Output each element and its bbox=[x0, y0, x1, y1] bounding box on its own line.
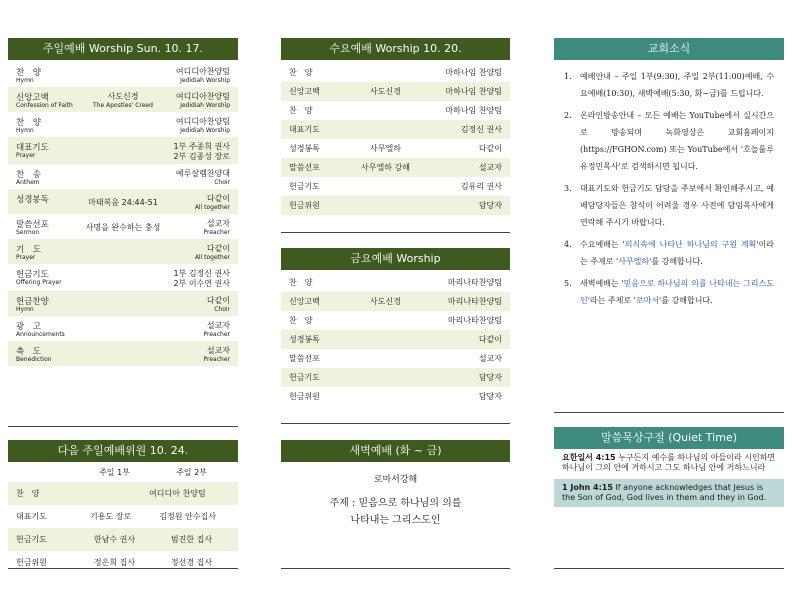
committee-row bbox=[8, 505, 238, 528]
news-text: '를 강해합니다. bbox=[649, 257, 703, 266]
news-title: 교회소식 bbox=[554, 38, 784, 60]
news-highlight: 믿음으로 하나님의 의를 나타내는 그리스도인 bbox=[580, 279, 774, 305]
service-item-leader-en: All together bbox=[194, 204, 230, 211]
service-item-leader: 설교자 bbox=[478, 163, 502, 172]
service-item-leader: 마리나타찬양팀 bbox=[447, 297, 502, 306]
quiet-time-english-ref: 1 John 4:15 bbox=[562, 483, 613, 492]
committee-2nd-service: 정선경 집사 bbox=[170, 558, 213, 567]
service-row bbox=[281, 273, 510, 292]
service-item-label-en: Hymn bbox=[16, 127, 34, 134]
service-item-leader: 설교자 bbox=[206, 219, 230, 228]
service-item-leader-en: Preacher bbox=[203, 331, 230, 338]
service-item-leader: 1부 주종희 권사 bbox=[173, 142, 230, 151]
quiet-time-english-text: If anyone acknowledges that Jesus is the Son of God, God lives in them and they in God. bbox=[562, 483, 767, 502]
service-item-leader-en: Preacher bbox=[203, 229, 230, 236]
news-highlight: 의식속에 나타난 하나님의 구원 계획 bbox=[624, 240, 757, 249]
service-item-leader-en: Choir bbox=[214, 306, 230, 313]
service-item-leader: 설교자 bbox=[206, 346, 230, 355]
service-item-label-en: Sermon bbox=[16, 229, 40, 236]
column-quiet-time bbox=[554, 427, 784, 507]
service-row bbox=[8, 137, 238, 164]
dawn-theme-line-2: 나타내는 그리스도인 bbox=[350, 515, 441, 526]
service-item-label: 신앙고백 bbox=[289, 87, 320, 96]
service-item-detail: 사무엘하 강해 bbox=[361, 163, 410, 172]
service-item-leader: 마리나타찬양팀 bbox=[447, 278, 502, 287]
column-friday bbox=[281, 248, 510, 406]
service-item-label: 신앙고백 bbox=[289, 297, 320, 306]
news-item-number: 2. bbox=[564, 111, 572, 120]
service-item-detail: 마태복음 24:44-51 bbox=[88, 198, 158, 207]
service-row bbox=[8, 341, 238, 366]
divider bbox=[554, 568, 784, 569]
column-dawn bbox=[281, 440, 510, 529]
news-text: '라는 주제로 ' bbox=[587, 296, 636, 305]
divider bbox=[8, 426, 238, 427]
service-item-label-en: Announcements bbox=[16, 331, 65, 338]
committee-role: 대표기도 bbox=[16, 512, 47, 521]
service-item-label-en: Confession of Faith bbox=[16, 102, 73, 109]
service-item-label: 찬 송 bbox=[16, 170, 41, 180]
service-item-leader: 김유리 권사 bbox=[460, 182, 502, 191]
committee-role: 찬 양 bbox=[16, 489, 40, 498]
service-item-leader: 담당자 bbox=[478, 373, 502, 382]
quiet-time-title: 말씀묵상구절 (Quiet Time) bbox=[554, 427, 784, 449]
service-row bbox=[8, 87, 238, 112]
news-text: 새벽예배는 ' bbox=[580, 279, 624, 288]
service-item-label: 말씀선포 bbox=[289, 163, 320, 172]
quiet-time-korean-text: 누구든지 예수를 하나님의 아들이라 시인하면 하나님이 그의 안에 거하시고 그도 하나님 안에 거하느니라 bbox=[562, 453, 776, 472]
service-row bbox=[8, 239, 238, 264]
service-item-label: 헌금위원 bbox=[289, 392, 320, 401]
divider bbox=[281, 423, 510, 424]
service-row bbox=[8, 264, 238, 291]
committee-row bbox=[8, 482, 238, 505]
news-item-number: 1. bbox=[564, 72, 572, 81]
news-item bbox=[564, 180, 774, 231]
service-item-leader: 1부 김정신 권사 bbox=[173, 269, 230, 278]
news-item-text bbox=[580, 275, 774, 309]
dawn-theme-line-1: 주제 : 믿음으로 하나님의 의를 bbox=[329, 498, 462, 509]
service-row bbox=[8, 291, 238, 316]
news-item-number: 3. bbox=[564, 184, 572, 193]
service-item-leader: 여디디아찬양팀 bbox=[175, 92, 230, 101]
service-row bbox=[281, 63, 510, 82]
service-item-label-en: Anthem bbox=[16, 179, 40, 186]
service-row bbox=[8, 214, 238, 239]
col-header-2nd: 주일 2부 bbox=[176, 467, 207, 477]
committee-1st-service: 한남수 권사 bbox=[93, 535, 136, 544]
service-item-label: 찬 양 bbox=[289, 278, 313, 287]
service-item-label: 헌금위원 bbox=[289, 201, 320, 210]
service-row bbox=[281, 330, 510, 349]
service-item-leader: 여디디아찬양팀 bbox=[175, 67, 230, 76]
service-item-label: 헌금찬양 bbox=[16, 297, 49, 307]
next-sunday-rows bbox=[8, 482, 238, 574]
news-item-number: 5. bbox=[564, 279, 572, 288]
committee-2nd-service: 범진한 집사 bbox=[170, 535, 213, 544]
service-item-label-en: Benediction bbox=[16, 356, 52, 363]
committee-2nd-service: 김정원 안수집사 bbox=[159, 512, 216, 521]
news-item-text bbox=[580, 68, 774, 102]
committee-role: 헌금위원 bbox=[16, 558, 47, 567]
service-item-label: 광 고 bbox=[16, 322, 41, 332]
service-item-label-en: Hymn bbox=[16, 77, 34, 84]
committee-row bbox=[8, 551, 238, 574]
service-row bbox=[8, 164, 238, 189]
committee-1st-service: 기용도 장로 bbox=[90, 512, 132, 521]
service-item-label-en: Hymn bbox=[16, 306, 34, 313]
news-item-text bbox=[580, 107, 774, 175]
service-item-label: 찬 양 bbox=[289, 106, 313, 115]
news-item bbox=[564, 107, 774, 175]
wednesday-rows bbox=[281, 60, 510, 215]
service-item-leader: 여디디아찬양팀 bbox=[175, 117, 230, 126]
sunday-order-of-service bbox=[8, 60, 238, 366]
service-item-leader: 마하나임 찬양팀 bbox=[445, 68, 502, 77]
service-item-label: 성경봉독 bbox=[289, 144, 320, 153]
service-item-label-en: Prayer bbox=[16, 152, 36, 159]
service-item-label: 헌금기도 bbox=[289, 373, 320, 382]
committee-role: 헌금기도 bbox=[16, 535, 47, 544]
column-sunday bbox=[8, 38, 238, 366]
service-item-label: 찬 양 bbox=[16, 118, 41, 128]
service-item-detail: 사도신경 bbox=[107, 92, 139, 101]
service-item-leader: 다같이 bbox=[206, 194, 230, 203]
service-item-label-en: Prayer bbox=[16, 254, 36, 261]
service-item-label: 말씀선포 bbox=[289, 354, 320, 363]
divider bbox=[554, 412, 784, 413]
service-row bbox=[8, 189, 238, 214]
news-text: 대표기도와 헌금기도 담당을 주보에서 확인해주시고, 예배담당자들은 참석이 어려울 경우 사전에 담임목사에게 연락해 주시기 바랍니다. bbox=[580, 184, 774, 227]
service-row bbox=[281, 120, 510, 139]
news-item bbox=[564, 236, 774, 270]
service-item-label: 찬 양 bbox=[289, 68, 313, 77]
service-item-label: 성경봉독 bbox=[16, 195, 49, 205]
news-item-text bbox=[580, 236, 774, 270]
column-next-sunday bbox=[8, 440, 238, 574]
service-item-leader: 마리나타찬양팀 bbox=[447, 316, 502, 325]
committee-2nd-service: 여디디아 찬양팀 bbox=[149, 489, 206, 498]
news-item-text bbox=[580, 180, 774, 231]
service-item-leader: 다같이 bbox=[206, 296, 230, 305]
service-row bbox=[281, 349, 510, 368]
service-row bbox=[281, 101, 510, 120]
dawn-subtitle: 로마서강해 bbox=[373, 475, 418, 485]
service-row bbox=[281, 158, 510, 177]
service-item-detail: 사도신경 bbox=[370, 297, 401, 306]
news-text: '를 강해합니다. bbox=[659, 296, 713, 305]
news-list bbox=[554, 60, 784, 309]
service-item-leader: 예루살렘찬양대 bbox=[175, 169, 230, 178]
service-item-leader: 담당자 bbox=[478, 392, 502, 401]
news-text: '이라는 주제로 ' bbox=[580, 240, 774, 266]
news-item bbox=[564, 68, 774, 102]
wednesday-worship-title: 수요예배 Worship 10. 20. bbox=[281, 38, 510, 60]
sunday-worship-title: 주일예배 Worship Sun. 10. 17. bbox=[8, 38, 238, 60]
service-row bbox=[281, 82, 510, 101]
service-item-leader: 마하나임 찬양팀 bbox=[445, 87, 502, 96]
news-text: 예배안내 – 주일 1부(9:30), 주일 2부(11:00)예배, 수요예배(10:30), 새벽예배(5:30, 화~금)를 드립니다. bbox=[580, 72, 774, 98]
service-row bbox=[281, 311, 510, 330]
service-item-label: 헌금기도 bbox=[16, 270, 49, 280]
next-sunday-title: 다음 주일예배위원 10. 24. bbox=[8, 440, 238, 462]
service-row bbox=[281, 139, 510, 158]
service-item-leader-en: Choir bbox=[214, 179, 230, 186]
next-sunday-col-headers bbox=[8, 462, 238, 482]
committee-1st-service: 정은희 집사 bbox=[93, 558, 136, 567]
service-item-label: 대표기도 bbox=[289, 125, 320, 134]
service-item-leader: 설교자 bbox=[206, 321, 230, 330]
service-row bbox=[281, 368, 510, 387]
service-item-label: 신앙고백 bbox=[16, 93, 49, 103]
service-row bbox=[281, 177, 510, 196]
quiet-time-korean bbox=[554, 449, 784, 479]
service-item-detail: 사무엘하 bbox=[370, 144, 401, 153]
committee-row bbox=[8, 528, 238, 551]
column-wednesday bbox=[281, 38, 510, 215]
news-item bbox=[564, 275, 774, 309]
service-item-leader-en: Preacher bbox=[203, 356, 230, 363]
service-item-label: 찬 양 bbox=[16, 68, 41, 78]
service-item-detail-en: The Apostles' Creed bbox=[93, 102, 153, 109]
service-item-leader: 다같이 bbox=[478, 144, 502, 153]
col-header-1st: 주일 1부 bbox=[99, 467, 130, 477]
service-item-leader-en: All together bbox=[194, 254, 230, 261]
service-row bbox=[8, 112, 238, 137]
service-item-leader-2: 2부 이수연 권사 bbox=[173, 279, 230, 288]
news-highlight: 사무엘하 bbox=[618, 257, 650, 266]
divider bbox=[8, 568, 238, 569]
service-item-leader: 설교자 bbox=[478, 354, 502, 363]
service-row bbox=[281, 387, 510, 406]
service-row bbox=[8, 316, 238, 341]
service-item-detail: 사도신경 bbox=[370, 87, 401, 96]
quiet-time-english bbox=[554, 479, 784, 507]
dawn-worship-title: 새벽예배 (화 ~ 금) bbox=[281, 440, 510, 462]
service-row bbox=[281, 292, 510, 311]
quiet-time-body bbox=[554, 449, 784, 507]
friday-rows bbox=[281, 270, 510, 406]
service-item-label: 대표기도 bbox=[16, 143, 49, 153]
dawn-theme bbox=[281, 495, 510, 529]
service-item-label-en: Offering Prayer bbox=[16, 279, 62, 286]
service-item-label: 축 도 bbox=[16, 347, 41, 357]
news-text: 수요예배는 ' bbox=[580, 240, 625, 249]
service-item-detail: 사명을 완수하는 충성 bbox=[85, 223, 161, 232]
service-item-label: 찬 양 bbox=[289, 316, 313, 325]
service-item-leader-en: Jedidiah Worship bbox=[180, 127, 230, 134]
service-item-leader-en: Jedidiah Worship bbox=[180, 102, 230, 109]
service-item-leader-2: 2부 김종성 장로 bbox=[173, 152, 230, 161]
service-item-leader: 담당자 bbox=[478, 201, 502, 210]
divider bbox=[281, 232, 510, 233]
news-text: 온라인방송안내 – 모든 예배는 YouTube에서 실시간으로 방송되며 녹화영상은 교회홈페이지(https://FGHON.com) 또는 YouTube에서 '호놀룰루유정민목사'로 검색하시면 됩니다. bbox=[580, 111, 774, 171]
news-item-number: 4. bbox=[564, 240, 572, 249]
service-item-label: 헌금기도 bbox=[289, 182, 320, 191]
service-item-label: 말씀선포 bbox=[16, 220, 49, 230]
friday-worship-title: 금요예배 Worship bbox=[281, 248, 510, 270]
service-item-leader: 다같이 bbox=[206, 244, 230, 253]
service-item-label: 성경봉독 bbox=[289, 335, 320, 344]
service-row bbox=[8, 62, 238, 87]
service-row bbox=[281, 196, 510, 215]
service-item-leader: 다같이 bbox=[478, 335, 502, 344]
news-items bbox=[554, 60, 784, 309]
news-highlight: 로마서 bbox=[635, 296, 660, 305]
divider bbox=[281, 568, 510, 569]
service-item-leader: 김정신 권사 bbox=[460, 125, 502, 134]
service-item-leader: 마하나임 찬양팀 bbox=[445, 106, 502, 115]
service-item-label: 기 도 bbox=[16, 245, 41, 255]
service-item-leader-en: Jedidiah Worship bbox=[180, 77, 230, 84]
quiet-time-korean-ref: 요한일서 4:15 bbox=[562, 453, 616, 462]
column-news bbox=[554, 38, 784, 314]
